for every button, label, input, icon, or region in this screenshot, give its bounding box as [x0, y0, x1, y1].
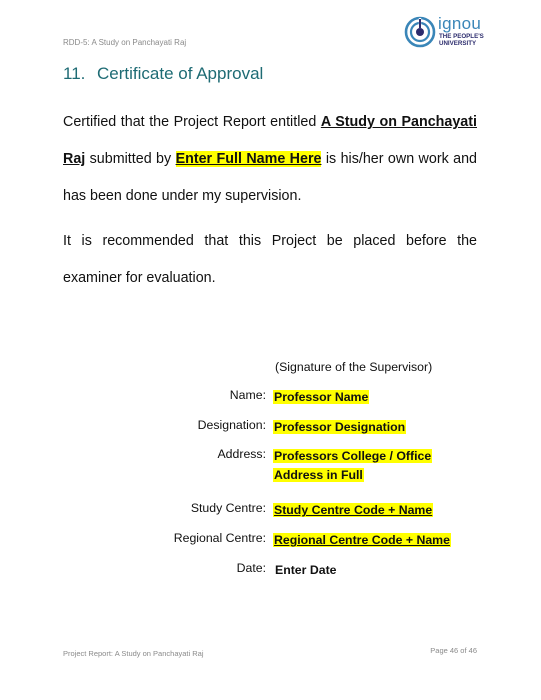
paragraph-text: submitted by — [85, 151, 176, 167]
signature-caption: (Signature of the Supervisor) — [275, 360, 433, 374]
page-number: Page 46 of 46 — [430, 646, 477, 655]
name-value[interactable]: Professor Name — [274, 390, 369, 404]
logo-wordmark: ignou — [438, 14, 482, 33]
footer-title: Project Report: A Study on Panchayati Raj — [63, 649, 204, 658]
designation-value[interactable]: Professor Designation — [274, 420, 406, 434]
study-centre-value[interactable]: Study Centre Code + Name — [274, 503, 433, 517]
running-header: RDD-5: A Study on Panchayati Raj — [63, 38, 187, 47]
certification-paragraph — [63, 104, 477, 215]
section-number: 11. — [63, 64, 86, 83]
regional-centre-label: Regional Centre: — [173, 531, 266, 545]
date-label: Date: — [236, 561, 266, 575]
section-heading — [63, 64, 263, 84]
section-title: Certificate of Approval — [97, 64, 264, 83]
ignou-logo — [404, 16, 504, 52]
date-value[interactable]: Enter Date — [275, 563, 337, 577]
logo-tagline-1: THE PEOPLE'S — [439, 33, 484, 40]
recommendation-paragraph: It is recommended that this Project be placed before the examiner for evaluation. — [63, 233, 477, 286]
paragraph-text: is his/her own work and has been done under my supervision. — [63, 151, 477, 204]
ignou-emblem-icon — [404, 16, 436, 48]
designation-label: Designation: — [197, 418, 266, 432]
regional-centre-value[interactable]: Regional Centre Code + Name — [274, 533, 450, 547]
address-value[interactable]: Professors College / Office Address in Full — [274, 449, 432, 482]
logo-tagline-2: UNIVERSITY — [439, 40, 477, 47]
report-title: A Study on Panchayati Raj — [63, 114, 477, 167]
student-name-field[interactable]: Enter Full Name Here — [175, 151, 322, 167]
name-label: Name: — [229, 388, 266, 402]
paragraph-text: Certified that the Project Report entitled — [63, 114, 321, 130]
study-centre-label: Study Centre: — [190, 501, 266, 515]
address-label: Address: — [217, 447, 266, 461]
